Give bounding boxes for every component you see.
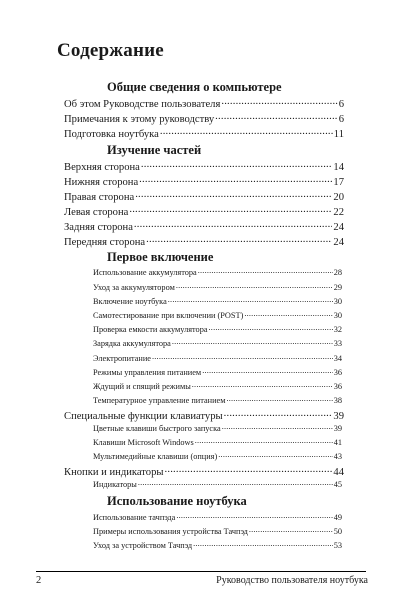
toc-entry-page: 38 bbox=[333, 396, 342, 406]
toc-entry-label: Индикаторы bbox=[93, 480, 137, 490]
dot-leader bbox=[141, 159, 333, 170]
dot-leader bbox=[224, 408, 333, 419]
toc-entry-page: 24 bbox=[333, 236, 344, 248]
toc-entry-page: 36 bbox=[333, 382, 342, 392]
dot-leader bbox=[226, 395, 332, 403]
toc-entry[interactable] bbox=[93, 296, 342, 306]
toc-entry-label: Температурное управление питанием bbox=[93, 396, 226, 406]
toc-entry[interactable] bbox=[64, 204, 344, 218]
footer-rule bbox=[36, 571, 366, 572]
section-heading-parts: Изучение частей bbox=[107, 143, 202, 157]
toc-entry-page: 14 bbox=[333, 161, 344, 173]
section-heading-first-start: Первое включение bbox=[107, 250, 214, 264]
dot-leader bbox=[168, 296, 333, 304]
dot-leader bbox=[215, 111, 338, 122]
section-heading-using: Использование ноутбука bbox=[107, 494, 247, 508]
toc-entry[interactable] bbox=[64, 189, 344, 203]
toc-entry[interactable] bbox=[64, 219, 344, 233]
page-title: Содержание bbox=[57, 40, 164, 61]
toc-entry[interactable] bbox=[93, 353, 342, 363]
dot-leader bbox=[192, 381, 333, 389]
dot-leader bbox=[138, 479, 333, 487]
toc-entry[interactable] bbox=[93, 423, 342, 433]
toc-entry[interactable] bbox=[64, 96, 344, 110]
toc-entry-label: Зарядка аккумулятора bbox=[93, 339, 171, 349]
toc-entry-label: Кнопки и индикаторы bbox=[64, 466, 164, 478]
dot-leader bbox=[244, 310, 332, 318]
toc-entry-page: 32 bbox=[333, 325, 342, 335]
toc-entry-page: 39 bbox=[333, 410, 344, 422]
toc-entry-label: Примеры использования устройства Тачпэд bbox=[93, 527, 248, 537]
toc-entry[interactable] bbox=[93, 338, 342, 348]
toc-entry-page: 41 bbox=[333, 438, 342, 448]
toc-entry-label: Левая сторона bbox=[64, 206, 129, 218]
dot-leader bbox=[218, 451, 332, 459]
toc-entry-page: 29 bbox=[333, 283, 342, 293]
toc-entry-label: Включение ноутбука bbox=[93, 297, 167, 307]
footer-page-number: 2 bbox=[36, 575, 42, 586]
toc-entry[interactable] bbox=[93, 540, 342, 550]
toc-entry[interactable] bbox=[93, 479, 342, 489]
toc-entry-label: Мультимедийные клавиши (опция) bbox=[93, 452, 218, 462]
toc-entry-page: 50 bbox=[333, 527, 342, 537]
toc-entry-label: Проверка емкости аккумулятора bbox=[93, 325, 208, 335]
dot-leader bbox=[176, 282, 333, 290]
toc-entry-label: Уход за аккумулятором bbox=[93, 283, 175, 293]
footer-doc-title: Руководство пользователя ноутбука bbox=[216, 575, 368, 586]
toc-entry-label: Примечания к этому руководству bbox=[64, 113, 215, 125]
toc-entry[interactable] bbox=[93, 367, 342, 377]
toc-entry-label: Нижняя сторона bbox=[64, 176, 139, 188]
toc-entry-label: Об этом Руководстве пользователя bbox=[64, 98, 221, 110]
dot-leader bbox=[222, 423, 333, 431]
toc-entry[interactable] bbox=[93, 437, 342, 447]
toc-entry-label: Передняя сторона bbox=[64, 236, 146, 248]
toc-entry-label: Ждущий и спящий режимы bbox=[93, 382, 191, 392]
dot-leader bbox=[134, 219, 332, 230]
toc-entry-page: 17 bbox=[333, 176, 344, 188]
toc-entry-label: Электропитание bbox=[93, 354, 151, 364]
dot-leader bbox=[129, 204, 332, 215]
dot-leader bbox=[139, 174, 332, 185]
toc-entry-label: Задняя сторона bbox=[64, 221, 133, 233]
toc-entry[interactable] bbox=[93, 310, 342, 320]
toc-entry[interactable] bbox=[93, 451, 342, 461]
toc-entry-label: Клавиши Microsoft Windows bbox=[93, 438, 194, 448]
toc-entry-label: Верхняя сторона bbox=[64, 161, 140, 173]
toc-entry-page: 45 bbox=[333, 480, 342, 490]
toc-entry-label: Цветные клавиши быстрого запуска bbox=[93, 424, 221, 434]
toc-entry-label: Правая сторона bbox=[64, 191, 135, 203]
toc-entry-page: 53 bbox=[333, 541, 342, 551]
toc-entry-label: Использование тачпэда bbox=[93, 513, 176, 523]
toc-entry-label: Самотестирование при включении (POST) bbox=[93, 311, 244, 321]
toc-entry[interactable] bbox=[93, 512, 342, 522]
toc-entry[interactable] bbox=[93, 395, 342, 405]
section-heading-general: Общие сведения о компьютере bbox=[107, 80, 282, 94]
toc-entry[interactable] bbox=[64, 126, 344, 140]
toc-entry-page: 49 bbox=[333, 513, 342, 523]
toc-entry-page: 11 bbox=[333, 128, 344, 140]
toc-entry-page: 30 bbox=[333, 311, 342, 321]
toc-entry-page: 43 bbox=[333, 452, 342, 462]
toc-entry-page: 22 bbox=[333, 206, 344, 218]
toc-entry-label: Специальные функции клавиатуры bbox=[64, 410, 223, 422]
dot-leader bbox=[198, 267, 333, 275]
dot-leader bbox=[209, 324, 333, 332]
toc-entry[interactable] bbox=[64, 408, 344, 422]
toc-entry-page: 30 bbox=[333, 297, 342, 307]
toc-entry-page: 20 bbox=[333, 191, 344, 203]
toc-entry[interactable] bbox=[93, 381, 342, 391]
toc-entry[interactable] bbox=[64, 174, 344, 188]
dot-leader bbox=[176, 512, 332, 520]
toc-entry[interactable] bbox=[93, 267, 342, 277]
toc-entry[interactable] bbox=[64, 159, 344, 173]
toc-entry[interactable] bbox=[93, 282, 342, 292]
dot-leader bbox=[152, 353, 333, 361]
dot-leader bbox=[146, 234, 332, 245]
toc-entry[interactable] bbox=[64, 234, 344, 248]
toc-entry-page: 44 bbox=[333, 466, 344, 478]
toc-entry-page: 6 bbox=[338, 98, 344, 110]
dot-leader bbox=[172, 338, 333, 346]
toc-entry-label: Подготовка ноутбука bbox=[64, 128, 159, 140]
toc-entry-label: Уход за устройством Тачпэд bbox=[93, 541, 193, 551]
toc-entry[interactable] bbox=[93, 526, 342, 536]
toc-entry-page: 24 bbox=[333, 221, 344, 233]
toc-entry-page: 34 bbox=[333, 354, 342, 364]
toc-entry-page: 39 bbox=[333, 424, 342, 434]
dot-leader bbox=[160, 126, 333, 137]
toc-entry[interactable] bbox=[64, 464, 344, 478]
toc-entry-page: 28 bbox=[333, 268, 342, 278]
dot-leader bbox=[249, 526, 333, 534]
toc-entry[interactable] bbox=[93, 324, 342, 334]
toc-entry-page: 6 bbox=[338, 113, 344, 125]
toc-entry-page: 33 bbox=[333, 339, 342, 349]
dot-leader bbox=[202, 367, 333, 375]
toc-entry-label: Использование аккумулятора bbox=[93, 268, 197, 278]
dot-leader bbox=[221, 96, 337, 107]
toc-entry-page: 36 bbox=[333, 368, 342, 378]
dot-leader bbox=[165, 464, 333, 475]
toc-entry-label: Режимы управления питанием bbox=[93, 368, 202, 378]
dot-leader bbox=[135, 189, 332, 200]
toc-entry[interactable] bbox=[64, 111, 344, 125]
dot-leader bbox=[193, 540, 333, 548]
dot-leader bbox=[195, 437, 333, 445]
